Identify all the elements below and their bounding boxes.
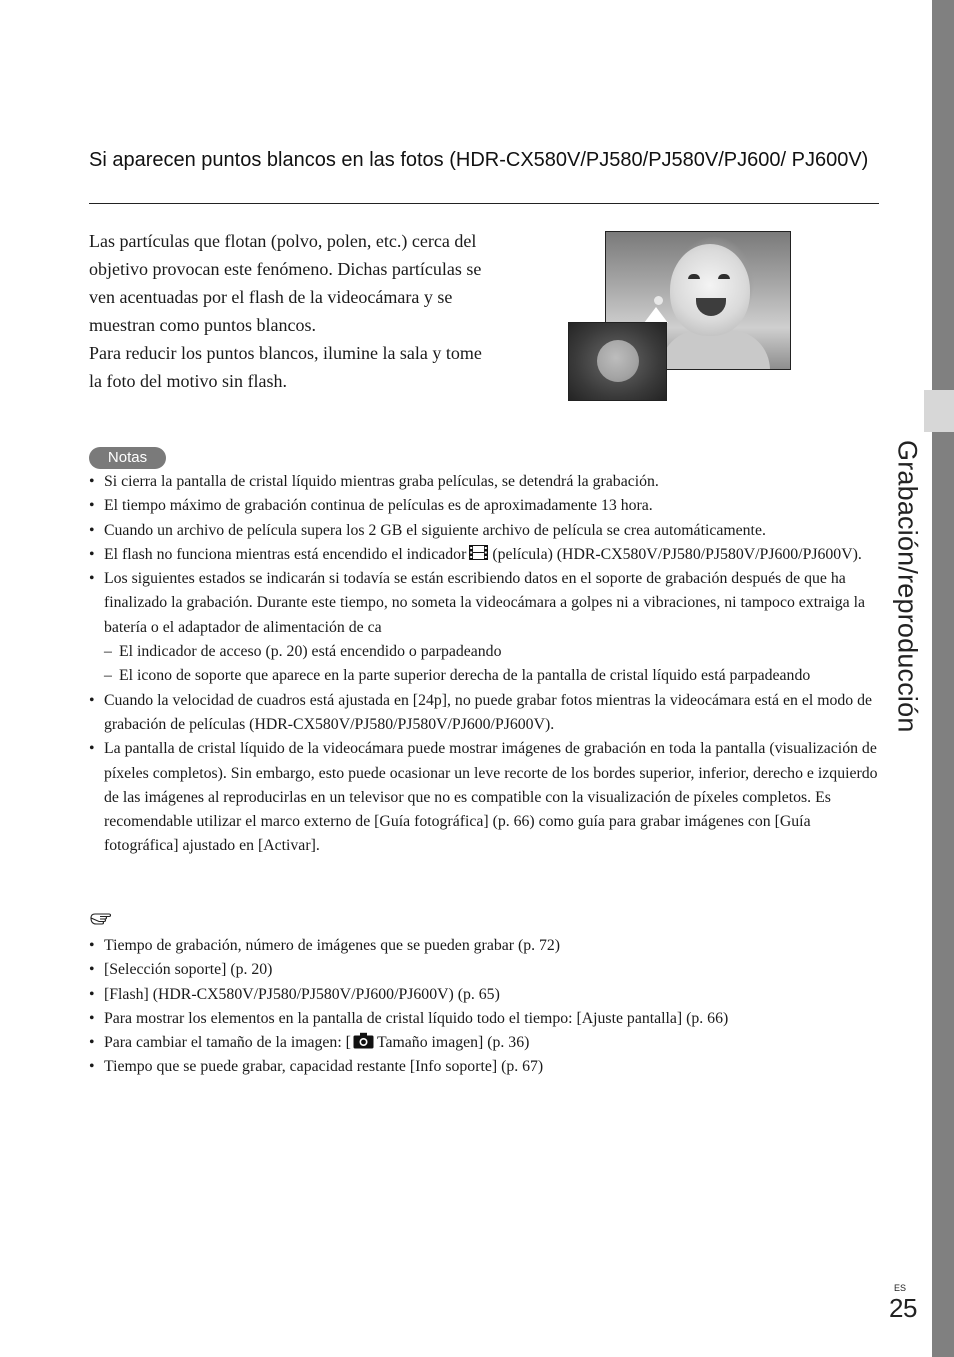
bullet-icon: • bbox=[89, 1034, 95, 1052]
list-item: • Tiempo de grabación, número de imágenes que se pueden grabar (p. 72) bbox=[89, 934, 879, 958]
zoomed-speck-inset bbox=[568, 322, 667, 401]
photo-eye-left bbox=[688, 274, 700, 279]
list-item: • La pantalla de cristal líquido de la videocámara puede mostrar imágenes de grabación en toda la pantalla (visualización de píxeles completos). Sin embargo, esto puede ocasionar un leve recorte de los bordes superior, inferior, derecho e izquierdo de las imágenes al reproducirlas en un televisor que no es compatible con la visualización de píxeles completos. Es recomendable utilizar el marco externo de [Guía fotográfica] (p. 66) como guía para grabar imágenes con [Guía fotográfica] ajustado en [Activar]. bbox=[89, 737, 879, 858]
sidebar-tab-marker bbox=[924, 390, 954, 432]
dash-marker: – bbox=[104, 667, 112, 685]
references-list bbox=[89, 934, 879, 1080]
intro-text bbox=[89, 227, 484, 395]
list-item: • Cuando la velocidad de cuadros está ajustada en [24p], no puede grabar fotos mientras la videocámara está en el modo de grabación de películas (HDR-CX580V/PJ580/PJ580V/PJ600/PJ600V). bbox=[89, 689, 879, 738]
bullet-icon: • bbox=[89, 937, 95, 954]
chapter-title: Grabación/reproducción bbox=[892, 440, 923, 733]
list-item: • [Selección soporte] (p. 20) bbox=[89, 958, 879, 982]
white-orb bbox=[597, 340, 639, 382]
film-strip-icon bbox=[469, 545, 488, 560]
sub-list bbox=[104, 640, 879, 689]
photo-body bbox=[660, 330, 770, 370]
notes-badge: Notas bbox=[89, 447, 166, 469]
list-item: • El tiempo máximo de grabación continua de películas es de aproximadamente 13 hora. bbox=[89, 494, 879, 518]
bullet-icon: • bbox=[89, 521, 95, 539]
bullet-icon: • bbox=[89, 570, 95, 588]
photo-face bbox=[670, 244, 750, 336]
section-title: Si aparecen puntos blancos en las fotos (HDR-CX580V/PJ580/PJ580V/PJ600/ PJ600V) bbox=[89, 149, 869, 171]
bullet-icon: • bbox=[89, 985, 95, 1003]
pointing-hand-icon bbox=[89, 908, 115, 928]
list-item: • Los siguientes estados se indicarán si todavía se están escribiendo datos en el soporte de grabación después de que ha finalizado la grabación. Durante este tiempo, no someta la videocámara a golpes ni a vibraciones, ni tampoco extraiga la batería o el adaptador de alimentación de ca – El indicador de acceso (p. 20) está encendido o parpadeando – El icono de soporte que aparece en la parte superior derecha de la pantalla de cristal líquido está parpadeando bbox=[89, 567, 879, 688]
intro-paragraph-1: Las partículas que flotan (polvo, polen, etc.) cerca del objetivo provocan este fenómeno. Dichas partículas se ven acentuadas por el flash de la videocámara y se muestran como puntos blancos. bbox=[89, 231, 482, 335]
bullet-icon: • bbox=[89, 473, 95, 490]
sidebar-strip bbox=[932, 0, 954, 1357]
list-item: • Para mostrar los elementos en la pantalla de cristal líquido todo el tiempo: [Ajuste pantalla] (p. 66) bbox=[89, 1007, 879, 1031]
sub-list-item: – El indicador de acceso (p. 20) está encendido o parpadeando bbox=[104, 640, 879, 664]
bullet-icon: • bbox=[89, 961, 95, 979]
list-item: • [Flash] (HDR-CX580V/PJ580/PJ580V/PJ600/PJ600V) (p. 65) bbox=[89, 983, 879, 1007]
dash-marker: – bbox=[104, 643, 112, 661]
page-number: 25 bbox=[889, 1293, 917, 1323]
notes-list bbox=[89, 470, 879, 859]
intro-paragraph-2: Para reducir los puntos blancos, ilumine la sala y tome la foto del motivo sin flash. bbox=[89, 343, 482, 391]
list-item: • Tiempo que se puede grabar, capacidad restante [Info soporte] (p. 67) bbox=[89, 1055, 879, 1079]
bullet-icon: • bbox=[89, 1009, 95, 1027]
bullet-icon: • bbox=[89, 497, 95, 515]
camera-icon bbox=[353, 1032, 374, 1049]
title-divider bbox=[89, 203, 879, 204]
bullet-icon: • bbox=[89, 545, 95, 563]
list-item: • Si cierra la pantalla de cristal líquido mientras graba películas, se detendrá la grabación. bbox=[89, 470, 879, 494]
language-code: ES bbox=[894, 1283, 907, 1293]
bullet-icon: • bbox=[89, 1058, 95, 1076]
photo-eye-right bbox=[718, 274, 730, 279]
white-speck bbox=[654, 296, 663, 305]
sub-list-item: – El icono de soporte que aparece en la parte superior derecha de la pantalla de cristal líquido está parpadeando bbox=[104, 664, 879, 688]
list-item: • El flash no funciona mientras está encendido el indicador (película) (HDR-CX580V/PJ580/PJ580V/PJ600/PJ600V). bbox=[89, 543, 879, 567]
bullet-icon: • bbox=[89, 740, 95, 758]
list-item: • Para cambiar el tamaño de la imagen: [ Tamaño imagen] (p. 36) bbox=[89, 1031, 879, 1055]
list-item: • Cuando un archivo de película supera los 2 GB el siguiente archivo de película se crea automáticamente. bbox=[89, 519, 879, 543]
zoom-callout-pointer bbox=[644, 307, 668, 323]
bullet-icon: • bbox=[89, 691, 95, 709]
